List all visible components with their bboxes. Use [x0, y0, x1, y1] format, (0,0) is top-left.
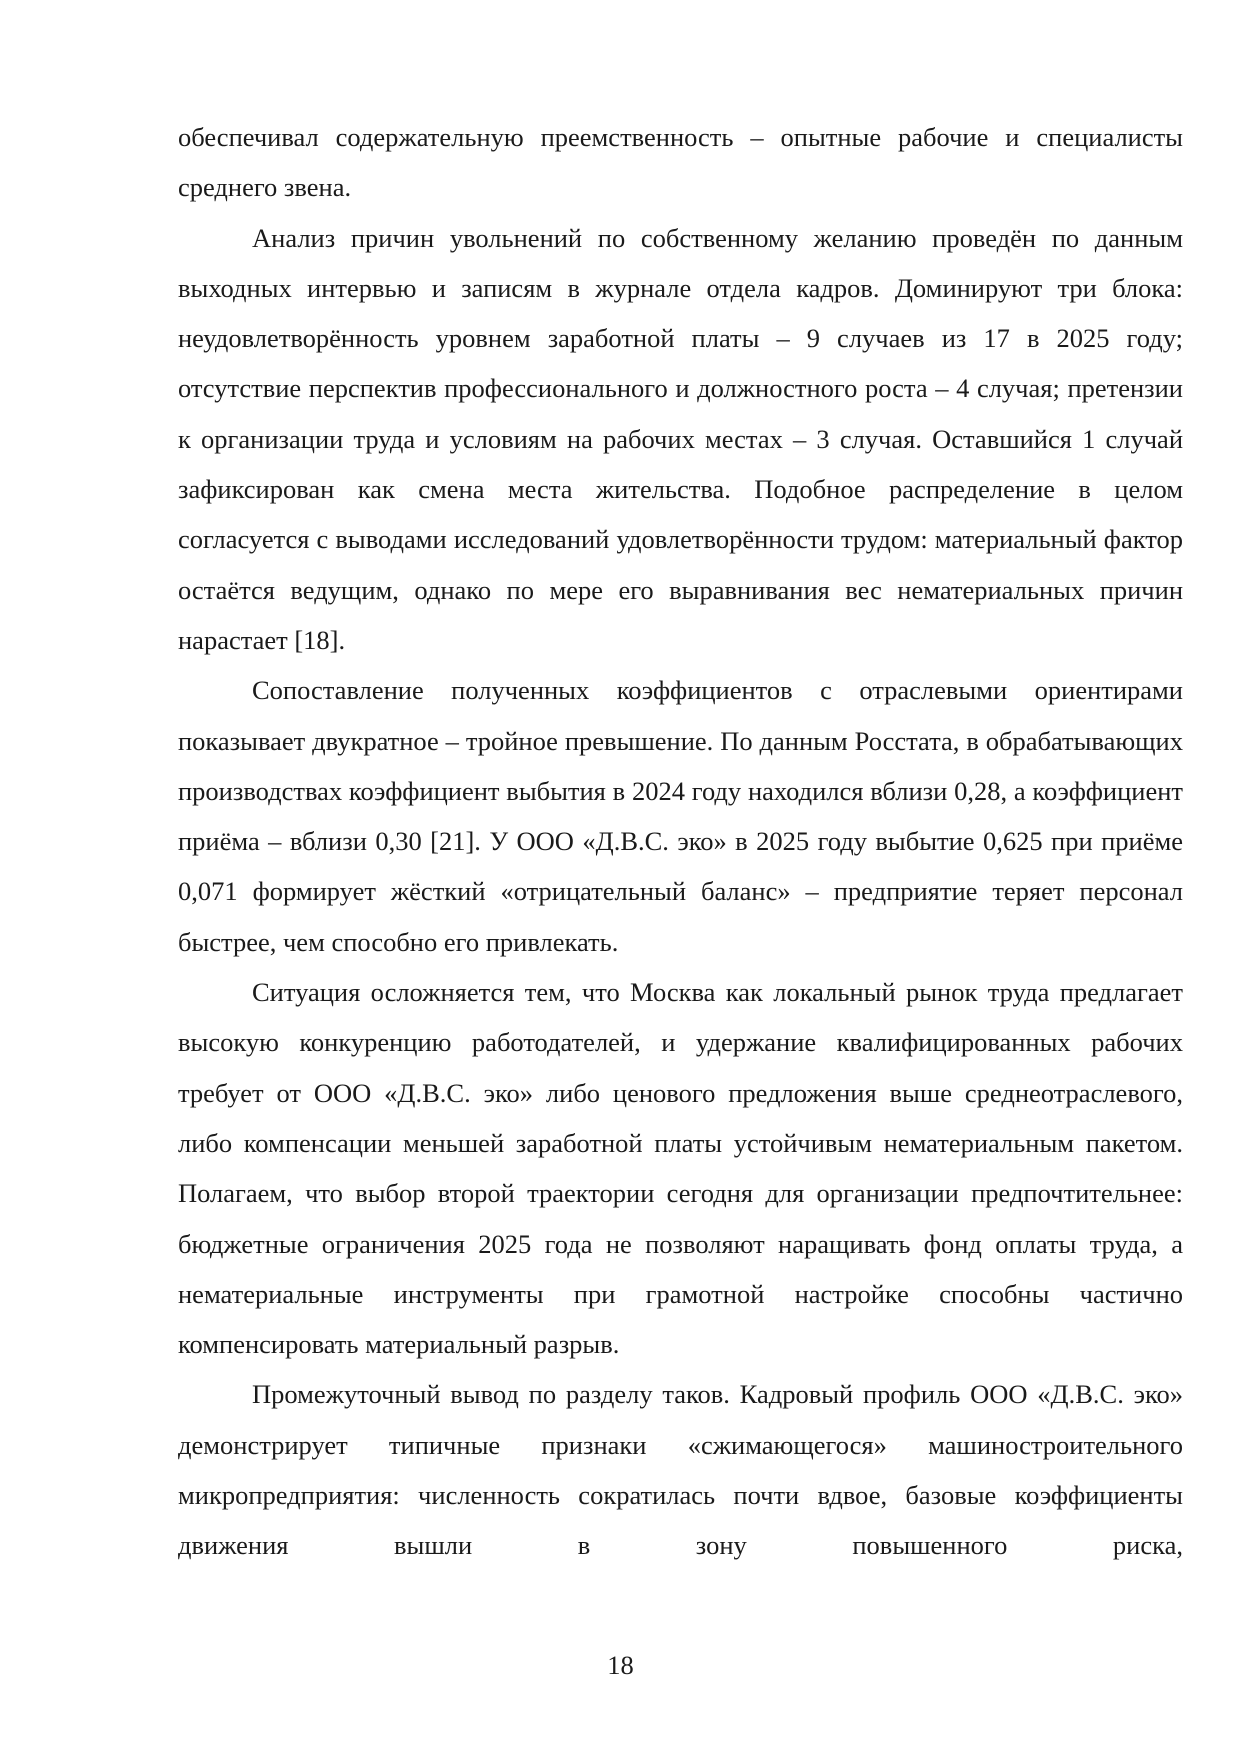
page-number: 18 — [607, 1650, 634, 1680]
page-body-text — [178, 112, 1183, 1571]
paragraph-resignation-reasons: Анализ причин увольнений по собственному желанию проведён по данным выходных интервью и записям в журнале отдела кадров. Доминируют три блока: неудовлетворённость уровнем заработной платы – 9 случаев из 17 в 2025 году; отсутствие перспектив профессионального и должностного роста – 4 случая; претензии к организации труда и условиям на рабочих местах – 3 случая. Оставшийся 1 случай зафиксирован как смена места жительства. Подобное распределение в целом согласуется с выводами исследований удовлетворённости трудом: материальный фактор остаётся ведущим, однако по мере его выравнивания вес нематериальных причин нарастает [18]. — [178, 222, 1183, 655]
paragraph-industry-comparison: Сопоставление полученных коэффициентов с отраслевыми ориентирами показывает двукратное – тройное превышение. По данным Росстата, в обрабатывающих производствах коэффициент выбытия в 2024 году находился вблизи 0,28, а коэффициент приёма – вблизи 0,30 [21]. У ООО «Д.В.С. эко» в 2025 году выбытие 0,625 при приёме 0,071 формирует жёсткий «отрицательный баланс» – предприятие теряет персонал быстрее, чем способно его привлекать. — [178, 675, 1183, 957]
paragraph-interim-conclusion: Промежуточный вывод по разделу таков. Кадровый профиль ООО «Д.В.С. эко» демонстрирует типичные признаки «сжимающегося» машиностроительного микропредприятия: численность сократилась почти вдвое, базовые коэффициенты движения вышли в зону повышенного риска, — [178, 1379, 1183, 1561]
paragraph-moscow-labor-market: Ситуация осложняется тем, что Москва как локальный рынок труда предлагает высокую конкуренцию работодателей, и удержание квалифицированных рабочих требует от ООО «Д.В.С. эко» либо ценового предложения выше среднеотраслевого, либо компенсации меньшей заработной платы устойчивым нематериальным пакетом. Полагаем, что выбор второй траектории сегодня для организации предпочтительнее: бюджетные ограничения 2025 года не позволяют наращивать фонд оплаты труда, а нематериальные инструменты при грамотной настройке способны частично компенсировать материальный разрыв. — [178, 977, 1183, 1360]
paragraph-continuation: обеспечивал содержательную преемственность – опытные рабочие и специалисты среднего звена. — [178, 122, 1183, 203]
